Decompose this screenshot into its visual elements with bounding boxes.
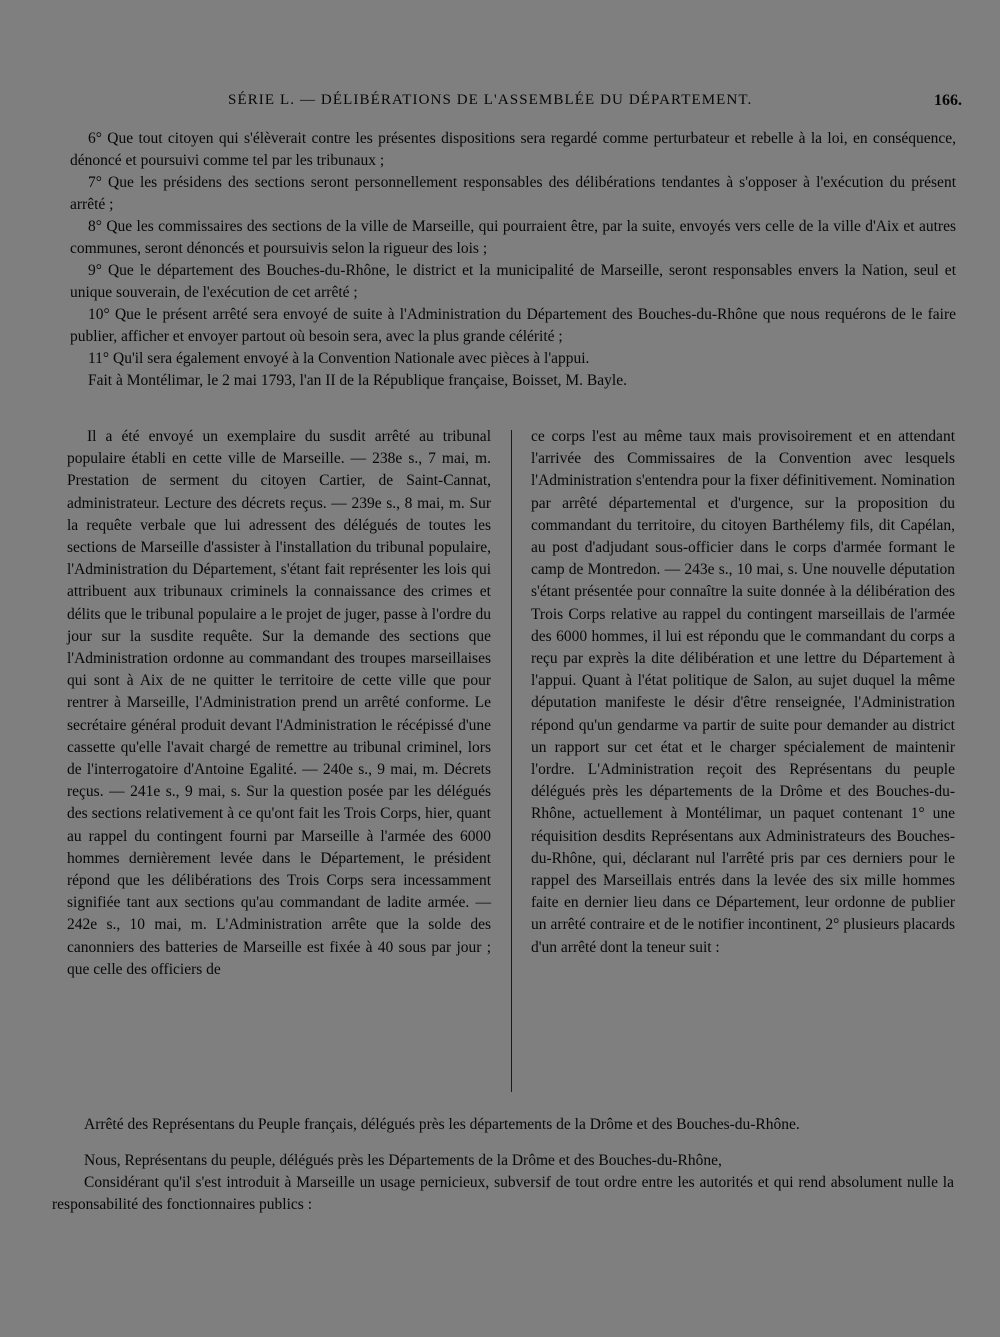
decree-section — [52, 1114, 954, 1216]
right-column — [531, 426, 955, 959]
article-8: 8° Que les commissaires des sections de la ville de Marseille, qui pourraient être, par la suite, envoyés vers celle de la ville d'Aix et autres communes, seront dénoncés et poursuivis selon la rigueur des lois ; — [70, 218, 956, 257]
article-11: 11° Qu'il sera également envoyé à la Convention Nationale avec pièces à l'appui. — [88, 350, 590, 367]
header-title: SÉRIE L. — DÉLIBÉRATIONS DE L'ASSEMBLÉE DU DÉPARTEMENT. — [228, 92, 753, 108]
article-9: 9° Que le département des Bouches-du-Rhône, le district et la municipalité de Marseille, seront responsables envers la Nation, seul et unique souverain, de l'exécution de cet arrêté ; — [70, 262, 956, 301]
numbered-articles — [70, 128, 956, 392]
page-number: 166. — [934, 92, 962, 109]
article-10: 10° Que le présent arrêté sera envoyé de suite à l'Administration du Département des Bouches-du-Rhône que nous requérons de le faire publier, afficher et envoyer partout où besoin sera, avec la plus grande célérité ; — [70, 306, 956, 345]
signature-line: Fait à Montélimar, le 2 mai 1793, l'an II de la République française, Boisset, M. Bayle. — [88, 372, 627, 389]
decree-considering: Considérant qu'il s'est introduit à Marseille un usage pernicieux, subversif de tout ordre entre les autorités et qui rend absolument nulle la responsabilité des fonctionnaires publics : — [52, 1174, 954, 1213]
column-divider — [511, 430, 512, 1092]
left-column-text: Il a été envoyé un exemplaire du susdit arrêté au tribunal populaire établi en cette ville de Marseille. — 238e s., 7 mai, m. Prestation de serment du citoyen Cartier, de Saint-Cannat, administrateur. Lecture des décrets reçus. — 239e s., 8 mai, m. Sur la requête verbale que lui adressent des délégués de toutes les sections de Marseille d'assister à l'installation du tribunal populaire, l'Administration du Département, s'étant fait représenter les lois qui attribuent aux tribunaux criminels la connaissance des crimes et délits que le tribunal populaire a le projet de juger, passe à l'ordre du jour sur la susdite requête. Sur la demande des sections que l'Administration ordonne au commandant des troupes marseillaises qui sont à Aix de ne quitter le territoire de cette ville que pour rentrer à Marseille, l'Administration prend un arrêté conforme. Le secrétaire général produit devant l'Administration le récépissé d'une cassette qu'elle l'avait chargé de remettre au tribunal criminel, lors de l'interrogatoire d'Antoine Egalité. — 240e s., 9 mai, m. Décrets reçus. — 241e s., 9 mai, s. Sur la question posée par les délégués des sections relativement à ce qu'ont fait les Trois Corps, hier, quant au rappel du contingent fourni par Marseille à l'armée des 6000 hommes dernièrement levée dans le Département, le président répond que les délibérations des Trois Corps sera incessamment signifiée tant aux sections qu'au commandant de ladite armée. — 242e s., 10 mai, m. L'Administration arrête que la solde des canonniers des batteries de Marseille est fixée à 40 sous par jour ; que celle des officiers de — [67, 428, 491, 978]
left-column — [67, 426, 491, 981]
decree-heading: Arrêté des Représentans du Peuple français, délégués près les départements de la Drôme et des Bouches-du-Rhône. — [84, 1116, 800, 1133]
article-7: 7° Que les présidens des sections seront personnellement responsables des délibérations tendantes à s'opposer à l'exécution du présent arrêté ; — [70, 174, 956, 213]
decree-preamble: Nous, Représentans du peuple, délégués près les Départements de la Drôme et des Bouches-du-Rhône, — [84, 1152, 722, 1169]
running-header — [0, 92, 1000, 112]
right-column-text: ce corps l'est au même taux mais provisoirement et en attendant l'arrivée des Commissaires de la Convention avec lesquels l'Administration s'entendra pour la fixer définitivement. Nomination par arrêté départemental et d'urgence, sur la proposition du commandant du territoire, du citoyen Barthélemy fils, dit Capélan, au post d'adjudant sous-officier dans le corps d'armée formant le camp de Montredon. — 243e s., 10 mai, s. Une nouvelle députation s'étant présentée pour connaître la suite donnée à la délibération des Trois Corps relative au rappel du contingent marseillais de l'armée des 6000 hommes, il lui est répondu que le commandant du corps a reçu par exprès la dite délibération et une lettre du Département à l'appui. Quant à l'état politique de Salon, au sujet duquel la même députation manifeste le désir d'être renseignée, l'Administration répond qu'un gendarme va partir de suite pour demander au district un rapport sur cet état et le charger spécialement de maintenir l'ordre. L'Administration reçoit des Représentans du peuple délégués près les départements de la Drôme et des Bouches-du-Rhône, actuellement à Montélimar, un paquet contenant 1° une réquisition desdits Représentans aux Administrateurs des Bouches-du-Rhône, qui, déclarant nul l'arrêté pris par ces derniers pour le rappel des Marseillais entrés dans la levée des six mille hommes faite en dernier lieu dans ce Département, leur ordonne de publier un arrêté contraire et de le notifier incontinent, 2° plusieurs placards d'un arrêté dont la teneur suit : — [531, 428, 955, 956]
article-6: 6° Que tout citoyen qui s'élèverait contre les présentes dispositions sera regardé comme perturbateur et rebelle à la loi, en conséquence, dénoncé et poursuivi comme tel par les tribunaux ; — [70, 130, 956, 169]
